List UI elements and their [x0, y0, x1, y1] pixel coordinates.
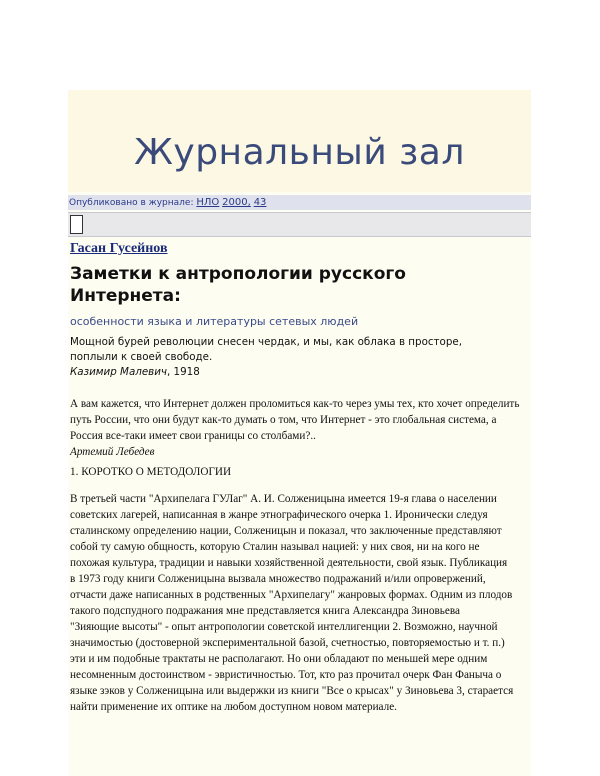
author-link[interactable]: Гасан Гусейнов — [70, 241, 168, 256]
site-title: Журнальный зал — [134, 132, 465, 173]
body-line: "Зияющие высоты" - опыт антропологии советской интеллигенции 2. Возможно, научной — [70, 621, 498, 633]
epigraph-1-attribution — [70, 365, 510, 380]
body-line: В третьей части "Архипелага ГУЛаг" А. И. Солженицына имеется 19-я глава о населении — [70, 493, 497, 505]
body-line: собой ту самую общность, которую Сталин называл нацией: у них своя, ни на кого не — [70, 541, 480, 553]
journal-page — [68, 90, 531, 776]
epigraph-2 — [70, 396, 530, 460]
body-paragraph — [70, 491, 530, 715]
checkbox-icon[interactable] — [70, 215, 83, 234]
epigraph-2-author: Артемий Лебедев — [70, 446, 155, 458]
epigraph-1-author: Казимир Малевич — [70, 366, 168, 378]
epigraph-1-year: , 1918 — [167, 366, 200, 378]
article-title: Заметки к антропологии русского Интернета: — [70, 264, 406, 306]
publication-label: Опубликовано в журнале: — [69, 198, 194, 208]
journal-link[interactable]: НЛО — [196, 197, 220, 208]
toolbar — [68, 212, 531, 237]
epigraph-1 — [70, 335, 510, 380]
publication-bar — [68, 195, 531, 210]
body-line: такого подспудного подражания мне представляется книга Александра Зиновьева — [70, 605, 460, 617]
epigraph-2-text: А вам кажется, что Интернет должен проломиться как-то через умы тех, кто хочет определить путь России, что они будут как-то думать о том, что Интернет - это глобальная система, а Россия все-таки имеет свои границы со столбами?.. — [70, 398, 520, 442]
article-subtitle: особенности языка и литературы сетевых людей — [70, 315, 359, 328]
issue-link[interactable]: 43 — [253, 197, 267, 208]
body-line: отчасти даже написанных в родственных "Архипелагу" жанровых формах. Одним из плодов — [70, 589, 513, 601]
section-heading: 1. КОРОТКО О МЕТОДОЛОГИИ — [70, 466, 232, 478]
body-line: значимостью (достоверной экспериментальной базой, счетностью, повторяемостью и т. п.) — [70, 637, 505, 649]
body-line: советских лагерей, написанная в жанре этнографического очерка 1. Иронически следуя — [70, 509, 488, 521]
body-line: сталинскому определению нации, Солженицын и показал, что заключенные представляют — [70, 525, 502, 537]
body-line: эти и им подобные трактаты не располагают. Но они обладают по меньшей мере одним — [70, 653, 488, 665]
body-line: языке зэков у Солженицына или выдержки из книги "Все о крысах" у Зиновьева 3, старается — [70, 685, 514, 697]
body-line: в 1973 году книги Солженицына вызвала множество подражаний и/или опровержений, — [70, 573, 486, 585]
year-link[interactable]: 2000, — [222, 197, 251, 208]
masthead — [68, 90, 531, 192]
body-line: несомненным достоинством - эвристичностью. Тот, кто раз прочитал очерк Фан Фаныча о — [70, 669, 502, 681]
epigraph-1-text: Мощной бурей революции снесен чердак, и мы, как облака в просторе, поплыли к своей свободе. — [70, 336, 462, 363]
body-line: похожая культура, традиции и навыки хозяйственной деятельности, свой язык. Публикация — [70, 557, 508, 569]
body-line: найти применение их оптике на любом доступном новом материале. — [70, 701, 397, 713]
